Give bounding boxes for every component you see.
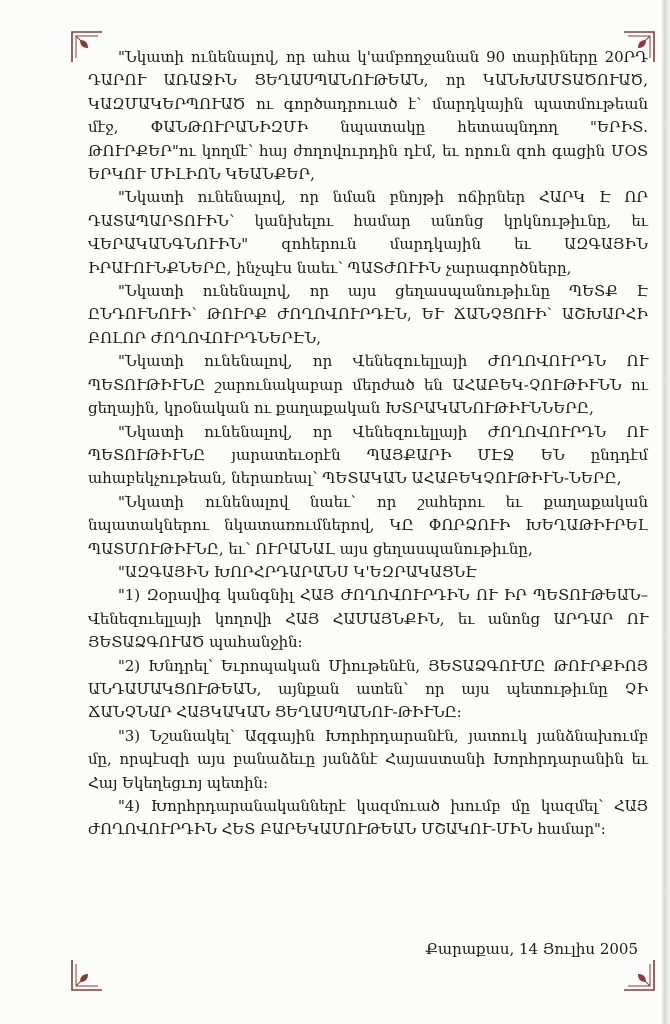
page-edge [664,0,670,1024]
paragraph-5: "Նկատի ունենալով, որ Վենեզուելլայի ԺՈՂՈՎՈՒՐԴՆ ՈՒ ՊԵՏՈՒԹԻՒՆԸ յարատեւօրէն ՊԱՅՔԱՐԻ ՄԷՋ ԵՆ ընդդէմ ահաբեկչութեան, ներառեալ՝ ՊԵՏԱԿԱՆ ԱՀԱԲԵԿՉՈՒԹԻՒՆ-ՆԵՐԸ, [88,422,648,488]
resolution-body [88,46,648,842]
resolution-item-4: "4) Խորհրդարանականներէ կազմուած խումբ մը կազմել՝ ՀԱՅ ԺՈՂՈՎՈՒՐԴԻՆ ՀԵՏ ԲԱՐԵԿԱՄՈՒԹԵԱՆ ՄՇԱԿՈՒ-ՄԻՆ համար": [88,797,648,839]
resolution-item-2: "2) Խնդրել՝ Եւրոպական Միութենէն, ՅԵՏԱՁԳՈՒՄԸ ԹՈՒՐՔԻՈՅ ԱՆԴԱՄԱԿՑՈՒԹԵԱՆ, այնքան ատեն՝ որ այս պետութիւնը ՉԻ ՃԱՆՉՆԱՐ ՀԱՅԿԱԿԱՆ ՑԵՂԱՍՊԱՆՈՒ-ԹԻՒՆԸ: [88,656,648,722]
place-and-date: Քարաքաս, 14 Յուլիս 2005 [425,940,638,958]
paragraph-4: "Նկատի ունենալով, որ Վենեզուելլայի ԺՈՂՈՎՈՒՐԴՆ ՈՒ ՊԵՏՈՒԹԻՒՆԸ շարունակաբար մերժած են ԱՀԱԲԵԿ-ՉՈՒԹԻՒՆՆ ու ցեղային, կրօնական ու քաղաքական ԽՏՐԱԿԱՆՈՒԹԻՒՆՆԵՐԸ, [88,352,648,418]
resolution-item-1: "1) Զօրավիգ կանգնիլ ՀԱՅ ԺՈՂՈՎՈՒՐԴԻՆ ՈՒ ԻՐ ՊԵՏՈՒԹԵԱՆ– Վենեզուելլայի կողովի ՀԱՅ ՀԱՄԱՅՆՔԻՆ, եւ անոնց ԱՐԴԱՐ ՈՒ ՅԵՏԱՁԳՈՒԱԾ պահանջին: [88,586,648,652]
resolution-heading: "ԱԶԳԱՅԻՆ ԽՈՐՀՐԴԱՐԱՆՍ Կ'ԵԶՐԱԿԱՑՆԷ [118,562,477,581]
paragraph-1: "Նկատի ունենալով, որ ահա կ'ամբողջանան 90 տարիները 20ՐԴ ԴԱՐՈՒ ԱՌԱՋԻՆ ՑԵՂԱՍՊԱՆՈՒԹԵԱՆ, որ ԿԱՆԽԱՄՏԱԾՈՒԱԾ, ԿԱԶՄԱԿԵՐՊՈՒԱԾ ու գործադրուած է՝ մարդկային պատմութեան մէջ, ՓԱՆԹՈՒՐԱՆԻԶՄԻ նպատակը հետապնդող "ԵՐԻՏ. ԹՈՒՐՔԵՐ"ու կողմէ՝ հայ ժողովուրդին դէմ, եւ որուն զոհ գացին ՄՕՏ ԵՐԿՈՒ ՄԻԼԻՈՆ ԿԵԱՆՔԵՐ, [88,48,648,184]
paragraph-3: "Նկատի ունենալով, որ այս ցեղասպանութիւնը ՊԵՏՔ Է ԸՆԴՈՒՆՈՒԻ՝ ԹՈՒՐՔ ԺՈՂՈՎՈՒՐԴԷՆ, ԵՒ ՃԱՆՉՑՈՒԻ՝ ԱՇԽԱՐՀԻ ԲՈԼՈՐ ԺՈՂՈՎՈՒՐԴՆԵՐԷՆ, [88,282,648,347]
paragraph-2: "Նկատի ունենալով, որ նման բնոյթի ոճիրներ ՀԱՐԿ Է ՈՐ ԴԱՏԱՊԱՐՏՈՒԻՆ՝ կանխելու համար անոնց կրկնութիւնը, եւ ՎԵՐԱԿԱՆԳՆՈՒԻՆ" զոհերուն մարդկային եւ ԱԶԳԱՅԻՆ ԻՐԱՒՈՒՆՔՆԵՐԸ, ինչպէս նաեւ՝ ՊԱՏԺՈՒԻՆ չարագործները, [88,188,648,277]
corner-ornament-bottom-right [622,958,656,992]
corner-ornament-bottom-left [70,958,104,992]
paragraph-6: "Նկատի ունենալով նաեւ՝ որ շահերու եւ քաղաքական նպատակներու նկատառումներով, ԿԸ ՓՈՐՁՈՒԻ ԽԵՂԱԹԻՒՐԵԼ ՊԱՏՄՈՒԹԻՒՆԸ, եւ՝ ՈՒՐԱՆԱԼ այս ցեղասպանութիւնը, [88,492,648,558]
resolution-item-3: "3) Նշանակել՝ Ազգային Խորհրդարանէն, յատուկ յանձնախումբ մը, որպէսզի այս բանաձեւը յանձնէ Հայաստանի Խորհրդարանին եւ Հայ Եկեղեցւոյ պետին: [88,726,648,792]
